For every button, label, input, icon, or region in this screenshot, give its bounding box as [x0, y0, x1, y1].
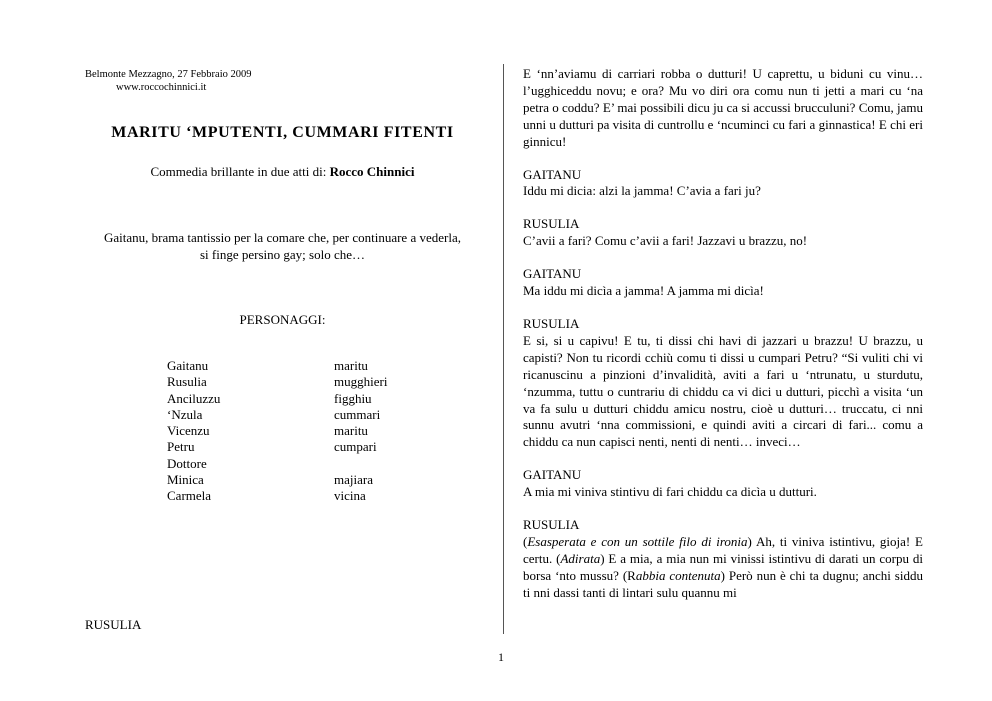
header-website: www.roccochinnici.it: [116, 82, 207, 93]
dialogue-text: (Esasperata e con un sottile filo di ironia) Ah, ti viniva istintivu, gioja! E certu. (Adirata) E a mia, a mia nun mi vinissi istintivu di darati un corpu di borsa ‘nto mussu? (Rabbia contenuta) Però nun è chi ta dugnu; anchi siddu ti nni dassi tanti di lintari sulu quannu mi: [523, 533, 924, 600]
cast-name: Rusulia: [167, 374, 207, 390]
cast-row: [167, 358, 387, 374]
dialogue-block: [523, 216, 923, 250]
play-title: MARITU ‘MPUTENTI, CUMMARI FITENTI: [111, 124, 454, 141]
cast-row: [167, 472, 387, 488]
dialogue-fragment: ) Ah, ti viniva istintivu, gioja! E certu. (: [523, 533, 923, 566]
cast-name: Carmela: [167, 488, 212, 504]
cast-row: [167, 374, 387, 390]
synopsis-line-1: Gaitanu, brama tantissio per la comare che, per continuare a vederla,: [104, 230, 461, 245]
dialogue-block: [523, 517, 923, 602]
cast-name: Gaitanu: [167, 358, 209, 373]
speaker-name: RUSULIA: [523, 315, 580, 331]
dialogue-block: [523, 167, 923, 201]
stage-direction: abbia contenuta: [635, 567, 721, 583]
cast-list: [167, 358, 387, 505]
dialogue-block: [523, 316, 923, 451]
cast-role: figghiu: [334, 390, 372, 406]
dialogue-text: C’avii a fari? Comu c’avii a fari! Jazzavi u brazzu, no!: [523, 233, 808, 249]
page-number: 1: [498, 650, 504, 664]
cast-row: [167, 488, 387, 504]
dialogue-block: [523, 467, 923, 501]
speaker-name: RUSULIA: [85, 617, 142, 632]
cast-role: maritu: [334, 423, 368, 439]
speaker-name: GAITANU: [523, 266, 582, 282]
cast-name: Anciluzzu: [167, 390, 221, 406]
subtitle-author: Rocco Chinnici: [329, 164, 415, 179]
cast-role: cumpari: [334, 439, 377, 455]
speaker-name: GAITANU: [523, 166, 582, 182]
cast-name: Petru: [167, 439, 195, 455]
dialogue-text: E ‘nn’aviamu di carriari robba o dutturi! U caprettu, u biduni cu vinu… l’ugghiceddu novu; e ora? Mu vo diri ora comu nun ti jetti a mari cu ‘na petra o coddu? E’ mai possibili dicu ju ca si accussi brucculuni? Comu, jamu unni u dutturi pa visita di cuntrollu e ‘ncuminci cu fari a ginnastica! E chi eri ginnicu!: [523, 66, 923, 149]
personaggi-heading: PERSONAGGI:: [239, 312, 326, 327]
cast-role: cummari: [334, 406, 381, 422]
speaker-name: GAITANU: [523, 467, 582, 483]
synopsis-line-2: si finge persino gay; solo che…: [200, 247, 365, 262]
cast-row: [167, 423, 387, 439]
cast-row: [167, 456, 387, 472]
cast-role: maritu: [334, 358, 368, 373]
dialogue-text: Ma iddu mi dicìa a jamma! A jamma mi dicìa!: [523, 283, 764, 299]
stage-direction: Esasperata e con un sottile filo di ironia: [527, 533, 748, 549]
stage-direction: Adirata: [560, 550, 601, 566]
play-subtitle: [60, 164, 505, 180]
cast-row: [167, 407, 387, 423]
dialogue-text: Iddu mi dicia: alzi la jamma! C’avia a fari ju?: [523, 183, 761, 199]
speaker-name: RUSULIA: [523, 216, 580, 232]
dialogue-block: [523, 66, 923, 151]
cast-row: [167, 391, 387, 407]
dialogue-block: [523, 266, 923, 300]
synopsis: [80, 229, 485, 263]
cast-name: Vicenzu: [167, 423, 210, 439]
dialogue-text: E si, si u capivu! E tu, ti dissi chi havi di jazzari u brazzu! U brazzu, u capisti? Non tu ricordi cchiù comu ti dissi u cumpari Petru? “Si vuliti chi vi ricanuscinu a pinzioni d’invalidità, aviti a fari u ‘ntrunatu, u sturdutu, ‘nzumma, tuttu o cuntrariu di chiddu ca vi dici u dutturi, picchì a visita ‘un va fa sulu u dutturi chiddu amicu nostru, cioè u dutturi… truccatu, ci nni sunnu avutri ‘nna commissioni, e quindi aviti a circari di fari... comu a chiddu ca nun capisci nenti, nenti di nenti… inveci…: [523, 332, 923, 450]
dialogue-fragment: ) E a mia, a mia nun mi vinissi istintivu di darati un corpu di borsa ‘nto mussu? (R: [523, 550, 924, 583]
cast-row: [167, 439, 387, 455]
column-divider: [503, 64, 504, 634]
cast-role: vicina: [334, 488, 366, 504]
dialogue-column: [523, 66, 923, 618]
dialogue-fragment: ) Però nun è chi ta dugnu; anchi siddu ti nni dassi tanti di lintari sulu quannu mi: [523, 567, 923, 600]
cast-role: mugghieri: [334, 374, 388, 390]
header-place-date: Belmonte Mezzagno, 27 Febbraio 2009: [85, 69, 252, 80]
cast-role: majiara: [334, 472, 373, 488]
cast-name: Dottore: [167, 455, 207, 471]
dialogue-text: A mia mi viniva stintivu di fari chiddu ca dicìa u dutturi.: [523, 484, 817, 500]
cast-name: Minica: [167, 472, 204, 488]
speaker-name: RUSULIA: [523, 517, 580, 533]
cast-name: ‘Nzula: [167, 406, 203, 422]
subtitle-prefix: Commedia brillante in due atti di:: [150, 164, 330, 179]
